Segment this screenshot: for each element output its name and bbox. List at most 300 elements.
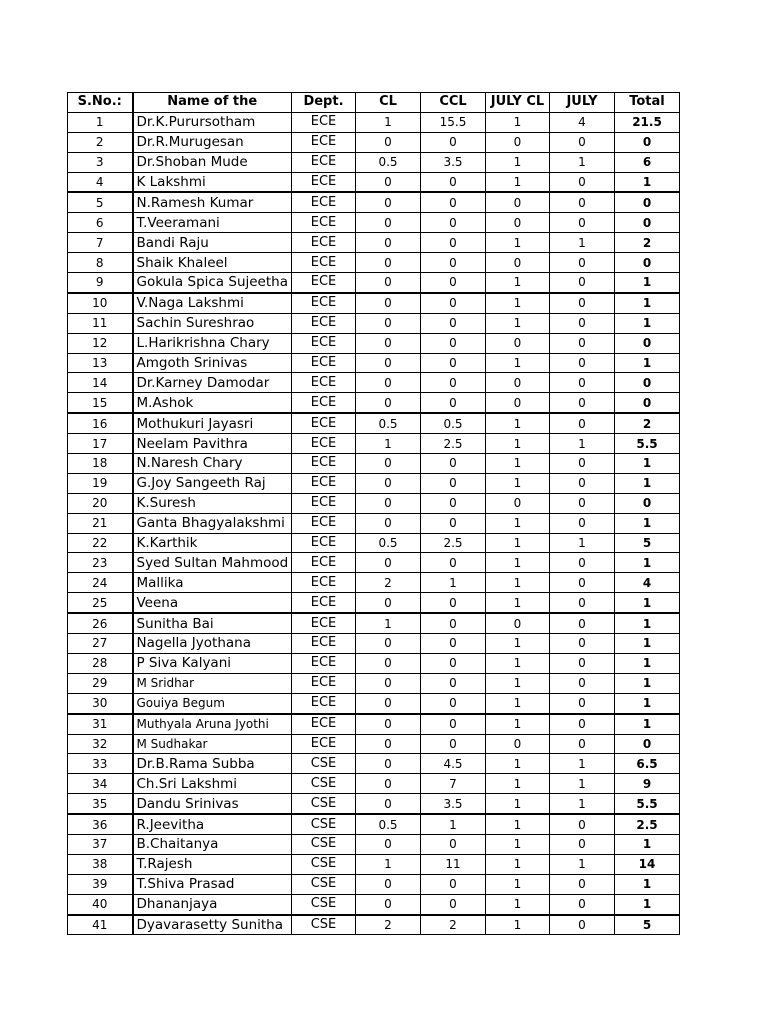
- cell-dept: ECE: [292, 634, 356, 654]
- cell-july-cl: 1: [486, 152, 550, 172]
- cell-cl: 1: [356, 434, 421, 454]
- cell-dept: CSE: [292, 774, 356, 794]
- cell-sno: 20: [68, 493, 133, 513]
- cell-dept: CSE: [292, 834, 356, 854]
- cell-total: 6: [615, 152, 680, 172]
- cell-cl: 0: [356, 834, 421, 854]
- cell-ccl: 3.5: [421, 794, 486, 814]
- cell-name: Veena: [133, 593, 292, 613]
- cell-sno: 24: [68, 573, 133, 593]
- cell-dept: ECE: [292, 253, 356, 273]
- cell-july: 0: [550, 293, 615, 313]
- cell-dept: ECE: [292, 293, 356, 313]
- cell-ccl: 0: [421, 253, 486, 273]
- cell-cl: 0.5: [356, 152, 421, 172]
- cell-sno: 4: [68, 172, 133, 192]
- table-row: [68, 112, 680, 132]
- cell-ccl: 2.5: [421, 533, 486, 553]
- table-row: [68, 734, 680, 754]
- cell-cl: 0: [356, 673, 421, 693]
- cell-july-cl: 0: [486, 393, 550, 413]
- cell-cl: 0: [356, 393, 421, 413]
- cell-july-cl: 1: [486, 673, 550, 693]
- cell-dept: ECE: [292, 493, 356, 513]
- cell-name: T.Veeramani: [133, 213, 292, 233]
- cell-dept: ECE: [292, 653, 356, 673]
- cell-july-cl: 1: [486, 273, 550, 293]
- header-cl: CL: [356, 93, 421, 113]
- cell-cl: 0: [356, 233, 421, 253]
- cell-name: R.Jeevitha: [133, 814, 292, 834]
- cell-july: 1: [550, 774, 615, 794]
- cell-sno: 35: [68, 794, 133, 814]
- cell-july: 0: [550, 634, 615, 654]
- cell-ccl: 0: [421, 213, 486, 233]
- cell-ccl: 0: [421, 834, 486, 854]
- cell-dept: ECE: [292, 593, 356, 613]
- cell-sno: 22: [68, 533, 133, 553]
- table-row: [68, 132, 680, 152]
- cell-cl: 0: [356, 213, 421, 233]
- cell-total: 5.5: [615, 794, 680, 814]
- cell-dept: ECE: [292, 112, 356, 132]
- cell-july-cl: 1: [486, 112, 550, 132]
- cell-name: Dhananjaya: [133, 894, 292, 914]
- cell-total: 2: [615, 233, 680, 253]
- cell-july-cl: 0: [486, 333, 550, 353]
- cell-name: Shaik Khaleel: [133, 253, 292, 273]
- cell-sno: 6: [68, 213, 133, 233]
- cell-ccl: 0: [421, 714, 486, 734]
- cell-cl: 0: [356, 313, 421, 333]
- cell-dept: ECE: [292, 172, 356, 192]
- cell-cl: 0: [356, 874, 421, 894]
- cell-july-cl: 1: [486, 293, 550, 313]
- cell-ccl: 4.5: [421, 754, 486, 774]
- cell-sno: 25: [68, 593, 133, 613]
- cell-total: 1: [615, 693, 680, 713]
- cell-cl: 2: [356, 915, 421, 935]
- cell-cl: 0.5: [356, 533, 421, 553]
- cell-cl: 0: [356, 273, 421, 293]
- cell-name: Ganta Bhagyalakshmi: [133, 513, 292, 533]
- cell-cl: 0: [356, 353, 421, 373]
- cell-sno: 16: [68, 413, 133, 433]
- cell-july-cl: 1: [486, 353, 550, 373]
- cell-dept: ECE: [292, 714, 356, 734]
- cell-sno: 17: [68, 434, 133, 454]
- cell-dept: ECE: [292, 233, 356, 253]
- cell-cl: 0: [356, 754, 421, 774]
- cell-july: 0: [550, 653, 615, 673]
- cell-total: 1: [615, 593, 680, 613]
- cell-july-cl: 1: [486, 754, 550, 774]
- cell-sno: 18: [68, 454, 133, 474]
- cell-dept: ECE: [292, 533, 356, 553]
- cell-dept: ECE: [292, 273, 356, 293]
- cell-cl: 0: [356, 734, 421, 754]
- cell-july-cl: 1: [486, 573, 550, 593]
- table-row: [68, 293, 680, 313]
- cell-july: 0: [550, 814, 615, 834]
- table-row: [68, 593, 680, 613]
- cell-name: Neelam Pavithra: [133, 434, 292, 454]
- cell-cl: 1: [356, 613, 421, 633]
- cell-ccl: 0: [421, 192, 486, 212]
- cell-july-cl: 1: [486, 634, 550, 654]
- table-row: [68, 693, 680, 713]
- cell-total: 1: [615, 874, 680, 894]
- cell-dept: ECE: [292, 434, 356, 454]
- cell-sno: 39: [68, 874, 133, 894]
- cell-name: L.Harikrishna Chary: [133, 333, 292, 353]
- cell-total: 1: [615, 673, 680, 693]
- cell-cl: 0: [356, 553, 421, 573]
- cell-july: 0: [550, 613, 615, 633]
- cell-name: M Sudhakar: [133, 734, 292, 754]
- cell-july-cl: 1: [486, 454, 550, 474]
- table-row: [68, 413, 680, 433]
- cell-dept: ECE: [292, 734, 356, 754]
- cell-ccl: 0: [421, 693, 486, 713]
- cell-cl: 2: [356, 573, 421, 593]
- cell-july: 0: [550, 393, 615, 413]
- cell-july: 0: [550, 273, 615, 293]
- cell-sno: 12: [68, 333, 133, 353]
- cell-dept: ECE: [292, 413, 356, 433]
- cell-ccl: 3.5: [421, 152, 486, 172]
- cell-sno: 37: [68, 834, 133, 854]
- cell-name: Mothukuri Jayasri: [133, 413, 292, 433]
- table-row: [68, 774, 680, 794]
- cell-cl: 0.5: [356, 814, 421, 834]
- cell-ccl: 0.5: [421, 413, 486, 433]
- cell-cl: 0: [356, 293, 421, 313]
- cell-dept: ECE: [292, 213, 356, 233]
- cell-total: 1: [615, 353, 680, 373]
- header-july: JULY: [550, 93, 615, 113]
- cell-name: B.Chaitanya: [133, 834, 292, 854]
- cell-total: 1: [615, 473, 680, 493]
- table-row: [68, 613, 680, 633]
- table-row: [68, 634, 680, 654]
- cell-july-cl: 1: [486, 774, 550, 794]
- cell-july-cl: 1: [486, 313, 550, 333]
- cell-cl: 0: [356, 794, 421, 814]
- table-row: [68, 874, 680, 894]
- cell-dept: ECE: [292, 333, 356, 353]
- cell-july: 0: [550, 213, 615, 233]
- cell-july: 0: [550, 454, 615, 474]
- cell-name: N.Ramesh Kumar: [133, 192, 292, 212]
- cell-total: 1: [615, 273, 680, 293]
- cell-total: 14: [615, 854, 680, 874]
- cell-name: T.Rajesh: [133, 854, 292, 874]
- cell-dept: CSE: [292, 794, 356, 814]
- table-row: [68, 714, 680, 734]
- cell-cl: 0: [356, 513, 421, 533]
- header-dept: Dept.: [292, 93, 356, 113]
- cell-july-cl: 1: [486, 473, 550, 493]
- cell-ccl: 0: [421, 673, 486, 693]
- cell-july-cl: 0: [486, 213, 550, 233]
- cell-dept: ECE: [292, 573, 356, 593]
- cell-cl: 0: [356, 894, 421, 914]
- cell-name: Bandi Raju: [133, 233, 292, 253]
- header-total: Total: [615, 93, 680, 113]
- cell-july: 1: [550, 854, 615, 874]
- cell-july: 0: [550, 413, 615, 433]
- cell-ccl: 0: [421, 293, 486, 313]
- cell-ccl: 0: [421, 493, 486, 513]
- table-row: [68, 834, 680, 854]
- cell-cl: 0: [356, 693, 421, 713]
- table-row: [68, 573, 680, 593]
- cell-july-cl: 0: [486, 373, 550, 393]
- table-row: [68, 373, 680, 393]
- header-ccl: CCL: [421, 93, 486, 113]
- cell-name: Dr.Karney Damodar: [133, 373, 292, 393]
- cell-name: Muthyala Aruna Jyothi: [133, 714, 292, 734]
- cell-ccl: 0: [421, 454, 486, 474]
- cell-name: Sachin Sureshrao: [133, 313, 292, 333]
- cell-cl: 0: [356, 493, 421, 513]
- cell-cl: 0: [356, 192, 421, 212]
- table-row: [68, 894, 680, 914]
- table-row: [68, 915, 680, 935]
- cell-dept: ECE: [292, 553, 356, 573]
- cell-sno: 26: [68, 613, 133, 633]
- cell-july: 0: [550, 373, 615, 393]
- cell-sno: 3: [68, 152, 133, 172]
- cell-july: 0: [550, 693, 615, 713]
- cell-name: M.Ashok: [133, 393, 292, 413]
- cell-total: 1: [615, 634, 680, 654]
- cell-total: 1: [615, 172, 680, 192]
- cell-total: 5: [615, 915, 680, 935]
- cell-ccl: 0: [421, 172, 486, 192]
- cell-total: 5: [615, 533, 680, 553]
- cell-july: 0: [550, 192, 615, 212]
- cell-total: 1: [615, 553, 680, 573]
- cell-july: 1: [550, 233, 615, 253]
- cell-cl: 0: [356, 132, 421, 152]
- cell-sno: 41: [68, 915, 133, 935]
- cell-total: 1: [615, 714, 680, 734]
- cell-july-cl: 1: [486, 894, 550, 914]
- cell-july: 0: [550, 714, 615, 734]
- cell-sno: 21: [68, 513, 133, 533]
- table-row: [68, 434, 680, 454]
- cell-ccl: 0: [421, 373, 486, 393]
- cell-dept: ECE: [292, 454, 356, 474]
- cell-dept: ECE: [292, 192, 356, 212]
- cell-ccl: 0: [421, 593, 486, 613]
- cell-total: 4: [615, 573, 680, 593]
- cell-sno: 5: [68, 192, 133, 212]
- cell-july-cl: 0: [486, 734, 550, 754]
- cell-cl: 0: [356, 593, 421, 613]
- cell-sno: 9: [68, 273, 133, 293]
- cell-total: 1: [615, 454, 680, 474]
- cell-dept: ECE: [292, 673, 356, 693]
- table-row: [68, 473, 680, 493]
- cell-dept: CSE: [292, 754, 356, 774]
- cell-ccl: 0: [421, 613, 486, 633]
- cell-july: 0: [550, 573, 615, 593]
- cell-dept: CSE: [292, 874, 356, 894]
- cell-ccl: 1: [421, 814, 486, 834]
- cell-sno: 7: [68, 233, 133, 253]
- cell-cl: 0: [356, 253, 421, 273]
- header-name: Name of the: [133, 93, 292, 113]
- cell-july: 0: [550, 673, 615, 693]
- cell-july: 1: [550, 533, 615, 553]
- cell-ccl: 0: [421, 273, 486, 293]
- cell-july: 0: [550, 353, 615, 373]
- cell-dept: ECE: [292, 132, 356, 152]
- cell-ccl: 0: [421, 513, 486, 533]
- table-row: [68, 513, 680, 533]
- cell-july-cl: 1: [486, 413, 550, 433]
- table-row: [68, 653, 680, 673]
- cell-ccl: 2: [421, 915, 486, 935]
- cell-name: Amgoth Srinivas: [133, 353, 292, 373]
- cell-july: 0: [550, 313, 615, 333]
- cell-sno: 33: [68, 754, 133, 774]
- cell-sno: 31: [68, 714, 133, 734]
- cell-july-cl: 0: [486, 493, 550, 513]
- cell-total: 6.5: [615, 754, 680, 774]
- cell-july-cl: 1: [486, 553, 550, 573]
- cell-july: 0: [550, 553, 615, 573]
- cell-ccl: 0: [421, 233, 486, 253]
- cell-july-cl: 1: [486, 814, 550, 834]
- table-row: [68, 533, 680, 553]
- cell-total: 21.5: [615, 112, 680, 132]
- table-row: [68, 854, 680, 874]
- cell-ccl: 0: [421, 734, 486, 754]
- cell-name: Dyavarasetty Sunitha: [133, 915, 292, 935]
- cell-july: 0: [550, 333, 615, 353]
- cell-name: Dr.Shoban Mude: [133, 152, 292, 172]
- cell-dept: ECE: [292, 152, 356, 172]
- cell-sno: 13: [68, 353, 133, 373]
- cell-name: Syed Sultan Mahmood: [133, 553, 292, 573]
- cell-sno: 19: [68, 473, 133, 493]
- table-row: [68, 794, 680, 814]
- leave-table: [67, 92, 680, 935]
- table-row: [68, 152, 680, 172]
- cell-sno: 28: [68, 653, 133, 673]
- cell-july: 1: [550, 434, 615, 454]
- cell-sno: 30: [68, 693, 133, 713]
- table-row: [68, 313, 680, 333]
- cell-july: 0: [550, 915, 615, 935]
- cell-july: 0: [550, 834, 615, 854]
- cell-july-cl: 1: [486, 915, 550, 935]
- cell-july: 0: [550, 473, 615, 493]
- cell-total: 2.5: [615, 814, 680, 834]
- cell-sno: 32: [68, 734, 133, 754]
- cell-total: 1: [615, 313, 680, 333]
- table-row: [68, 673, 680, 693]
- table-row: [68, 754, 680, 774]
- cell-total: 0: [615, 373, 680, 393]
- cell-total: 0: [615, 192, 680, 212]
- cell-total: 1: [615, 834, 680, 854]
- cell-total: 0: [615, 132, 680, 152]
- cell-name: Gouiya Begum: [133, 693, 292, 713]
- cell-ccl: 15.5: [421, 112, 486, 132]
- table-row: [68, 393, 680, 413]
- header-row: [68, 93, 680, 113]
- cell-july: 0: [550, 493, 615, 513]
- table-row: [68, 192, 680, 212]
- cell-sno: 40: [68, 894, 133, 914]
- cell-july-cl: 1: [486, 434, 550, 454]
- cell-july-cl: 1: [486, 172, 550, 192]
- cell-ccl: 0: [421, 393, 486, 413]
- cell-dept: ECE: [292, 373, 356, 393]
- cell-name: Dr.K.Purursotham: [133, 112, 292, 132]
- table-row: [68, 553, 680, 573]
- cell-july-cl: 0: [486, 192, 550, 212]
- cell-july: 1: [550, 152, 615, 172]
- cell-july-cl: 1: [486, 653, 550, 673]
- cell-sno: 29: [68, 673, 133, 693]
- cell-cl: 1: [356, 854, 421, 874]
- cell-july-cl: 1: [486, 233, 550, 253]
- cell-name: Dr.B.Rama Subba: [133, 754, 292, 774]
- cell-cl: 0: [356, 454, 421, 474]
- cell-sno: 11: [68, 313, 133, 333]
- cell-july-cl: 0: [486, 613, 550, 633]
- cell-july-cl: 1: [486, 854, 550, 874]
- cell-ccl: 0: [421, 634, 486, 654]
- cell-sno: 1: [68, 112, 133, 132]
- table-row: [68, 172, 680, 192]
- cell-july-cl: 1: [486, 714, 550, 734]
- cell-july: 0: [550, 593, 615, 613]
- table-row: [68, 273, 680, 293]
- cell-sno: 38: [68, 854, 133, 874]
- cell-july-cl: 1: [486, 834, 550, 854]
- cell-total: 0: [615, 253, 680, 273]
- cell-total: 5.5: [615, 434, 680, 454]
- cell-cl: 0: [356, 774, 421, 794]
- cell-total: 0: [615, 333, 680, 353]
- cell-july-cl: 1: [486, 693, 550, 713]
- cell-name: K Lakshmi: [133, 172, 292, 192]
- cell-total: 1: [615, 653, 680, 673]
- cell-total: 9: [615, 774, 680, 794]
- cell-july-cl: 1: [486, 533, 550, 553]
- cell-july-cl: 1: [486, 593, 550, 613]
- cell-july: 4: [550, 112, 615, 132]
- cell-total: 2: [615, 413, 680, 433]
- cell-dept: ECE: [292, 473, 356, 493]
- cell-cl: 0: [356, 473, 421, 493]
- cell-july: 0: [550, 734, 615, 754]
- cell-total: 1: [615, 293, 680, 313]
- cell-dept: CSE: [292, 894, 356, 914]
- cell-july-cl: 0: [486, 132, 550, 152]
- cell-sno: 2: [68, 132, 133, 152]
- cell-cl: 1: [356, 112, 421, 132]
- header-sno: S.No.:: [68, 93, 133, 113]
- cell-name: T.Shiva Prasad: [133, 874, 292, 894]
